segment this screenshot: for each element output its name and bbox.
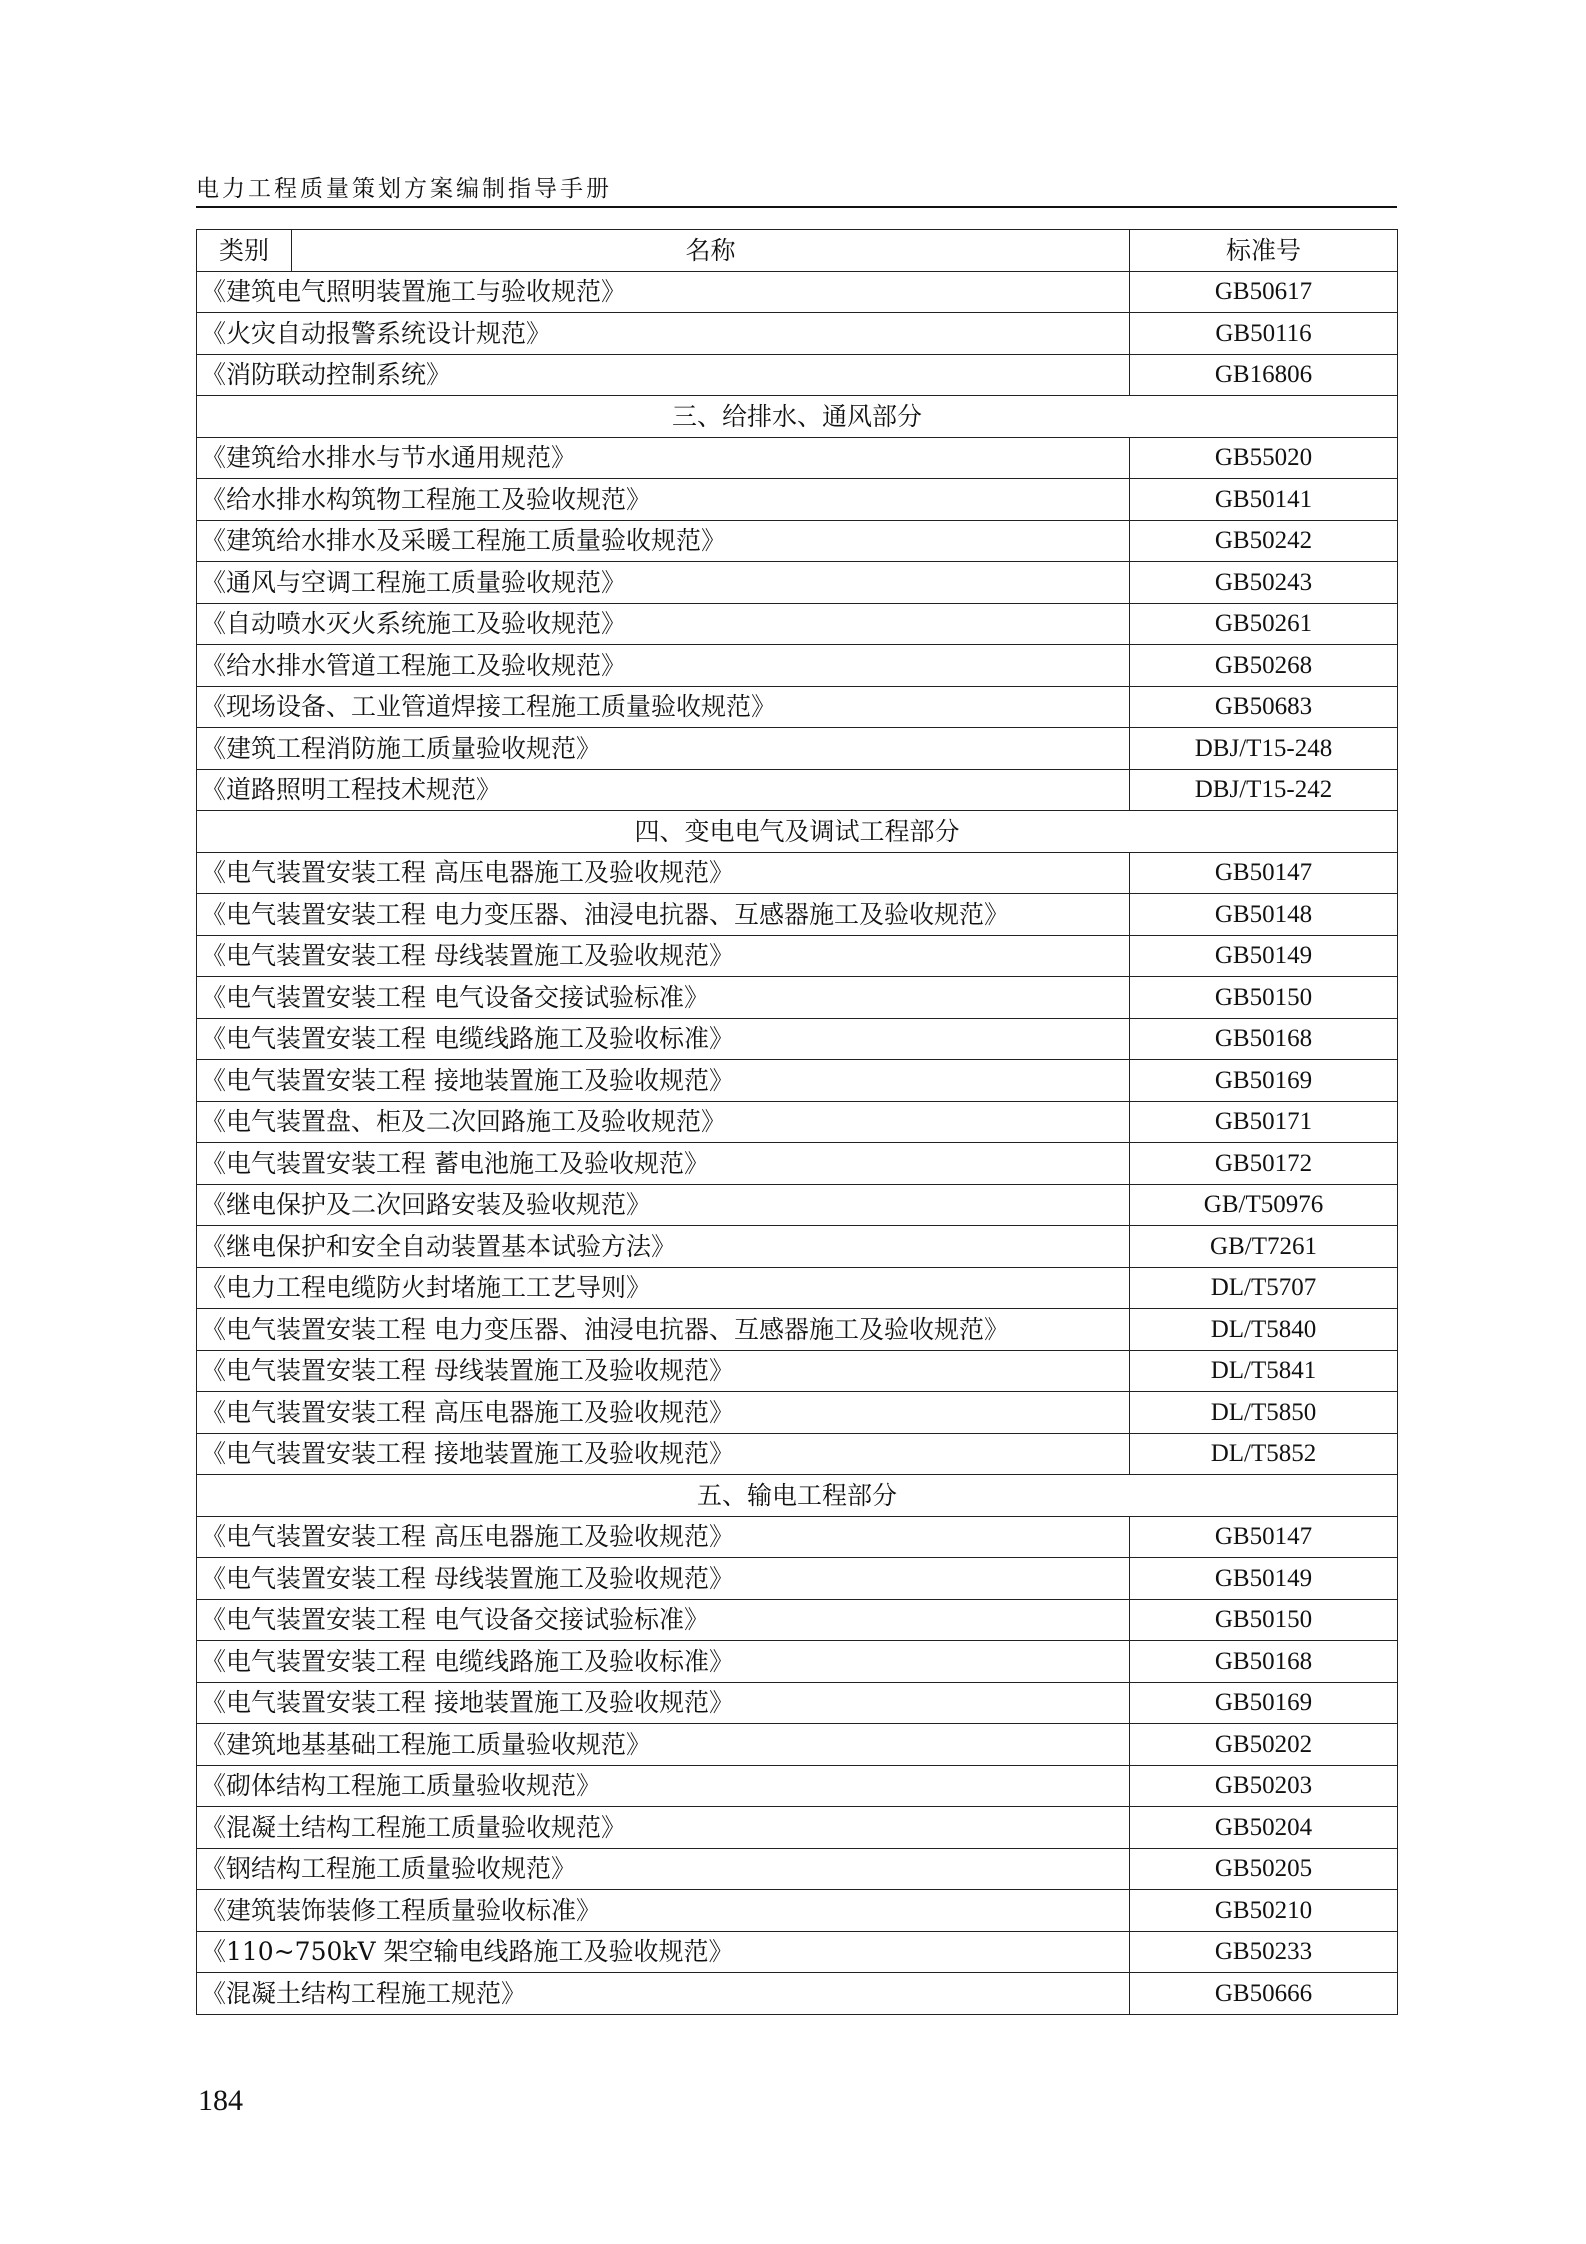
table-row	[197, 1309, 1398, 1351]
section-row	[197, 396, 1398, 438]
table-row	[197, 852, 1398, 894]
table-row	[197, 1724, 1398, 1766]
standard-name-cell: 《砌体结构工程施工质量验收规范》	[197, 1765, 1130, 1807]
table-row	[197, 1765, 1398, 1807]
standard-name-cell: 《混凝土结构工程施工规范》	[197, 1973, 1130, 2015]
standard-number-cell: GB50149	[1130, 1558, 1398, 1600]
standard-name-cell: 《给水排水构筑物工程施工及验收规范》	[197, 479, 1130, 521]
standard-number-cell: DBJ/T15-248	[1130, 728, 1398, 770]
table-row	[197, 1931, 1398, 1973]
standard-name-cell: 《电气装置安装工程 电缆线路施工及验收标准》	[197, 1018, 1130, 1060]
standard-name-cell: 《继电保护和安全自动装置基本试验方法》	[197, 1226, 1130, 1268]
table-row	[197, 1848, 1398, 1890]
standard-name-cell: 《电气装置安装工程 高压电器施工及验收规范》	[197, 1516, 1130, 1558]
section-row	[197, 811, 1398, 853]
table-row	[197, 1101, 1398, 1143]
standard-name-cell: 《建筑给水排水及采暖工程施工质量验收规范》	[197, 520, 1130, 562]
standard-name-cell: 《电气装置安装工程 母线装置施工及验收规范》	[197, 935, 1130, 977]
standard-name-cell: 《继电保护及二次回路安装及验收规范》	[197, 1184, 1130, 1226]
standard-number-cell: GB50268	[1130, 645, 1398, 687]
standard-number-cell: GB50150	[1130, 1599, 1398, 1641]
table-row	[197, 1516, 1398, 1558]
standard-number-cell: GB50148	[1130, 894, 1398, 936]
standard-name-cell: 《钢结构工程施工质量验收规范》	[197, 1848, 1130, 1890]
table-row	[197, 603, 1398, 645]
standards-table	[196, 229, 1398, 2015]
standard-number-cell: GB50168	[1130, 1641, 1398, 1683]
standard-number-cell: GB50242	[1130, 520, 1398, 562]
table-row	[197, 1973, 1398, 2015]
table-row	[197, 562, 1398, 604]
standard-name-cell: 《电力工程电缆防火封堵施工工艺导则》	[197, 1267, 1130, 1309]
standard-name-cell: 《电气装置安装工程 蓄电池施工及验收规范》	[197, 1143, 1130, 1185]
table-row	[197, 1599, 1398, 1641]
table-row	[197, 1267, 1398, 1309]
table-row	[197, 1558, 1398, 1600]
standard-name-cell: 《建筑工程消防施工质量验收规范》	[197, 728, 1130, 770]
standard-name-cell: 《给水排水管道工程施工及验收规范》	[197, 645, 1130, 687]
table-row	[197, 1226, 1398, 1268]
standard-name-cell: 《电气装置安装工程 高压电器施工及验收规范》	[197, 1392, 1130, 1434]
table-row	[197, 1807, 1398, 1849]
section-heading: 五、输电工程部分	[197, 1475, 1398, 1517]
table-row	[197, 1433, 1398, 1475]
table-row	[197, 1682, 1398, 1724]
section-heading: 四、变电电气及调试工程部分	[197, 811, 1398, 853]
column-header-standard: 标准号	[1130, 230, 1398, 272]
standard-number-cell: DL/T5840	[1130, 1309, 1398, 1351]
table-row	[197, 520, 1398, 562]
standard-name-cell: 《电气装置安装工程 母线装置施工及验收规范》	[197, 1350, 1130, 1392]
table-row	[197, 1641, 1398, 1683]
standard-name-cell: 《电气装置安装工程 电缆线路施工及验收标准》	[197, 1641, 1130, 1683]
standard-number-cell: GB50210	[1130, 1890, 1398, 1932]
table-row	[197, 935, 1398, 977]
standard-name-cell: 《建筑地基基础工程施工质量验收规范》	[197, 1724, 1130, 1766]
table-row	[197, 1184, 1398, 1226]
standard-number-cell: GB50204	[1130, 1807, 1398, 1849]
table-row	[197, 645, 1398, 687]
standard-number-cell: GB50171	[1130, 1101, 1398, 1143]
table-row	[197, 894, 1398, 936]
column-header-name: 名称	[292, 230, 1130, 272]
table-header-row	[197, 230, 1398, 272]
table-row	[197, 769, 1398, 811]
standard-number-cell: GB50172	[1130, 1143, 1398, 1185]
standard-number-cell: GB16806	[1130, 354, 1398, 396]
standard-number-cell: GB50203	[1130, 1765, 1398, 1807]
standard-name-cell: 《道路照明工程技术规范》	[197, 769, 1130, 811]
table-row	[197, 437, 1398, 479]
standard-number-cell: GB50169	[1130, 1060, 1398, 1102]
standard-number-cell: GB50147	[1130, 1516, 1398, 1558]
standard-name-cell: 《电气装置安装工程 高压电器施工及验收规范》	[197, 852, 1130, 894]
standard-number-cell: DL/T5852	[1130, 1433, 1398, 1475]
standard-number-cell: GB50168	[1130, 1018, 1398, 1060]
standard-name-cell: 《消防联动控制系统》	[197, 354, 1130, 396]
standard-name-cell: 《建筑装饰装修工程质量验收标准》	[197, 1890, 1130, 1932]
standard-number-cell: GB50150	[1130, 977, 1398, 1019]
standard-number-cell: GB50243	[1130, 562, 1398, 604]
standard-number-cell: GB50141	[1130, 479, 1398, 521]
standard-name-cell: 《自动喷水灭火系统施工及验收规范》	[197, 603, 1130, 645]
standard-number-cell: DL/T5707	[1130, 1267, 1398, 1309]
header-divider	[196, 206, 1397, 208]
section-row	[197, 1475, 1398, 1517]
standard-number-cell: GB50617	[1130, 271, 1398, 313]
standard-name-cell: 《电气装置安装工程 电气设备交接试验标准》	[197, 977, 1130, 1019]
standard-number-cell: DBJ/T15-242	[1130, 769, 1398, 811]
table-row	[197, 1018, 1398, 1060]
standard-number-cell: GB50116	[1130, 313, 1398, 355]
standard-number-cell: GB50202	[1130, 1724, 1398, 1766]
standard-name-cell: 《火灾自动报警系统设计规范》	[197, 313, 1130, 355]
column-header-category: 类别	[197, 230, 292, 272]
standard-number-cell: GB50169	[1130, 1682, 1398, 1724]
standard-number-cell: GB/T7261	[1130, 1226, 1398, 1268]
running-header-title: 电力工程质量策划方案编制指导手册	[196, 176, 612, 202]
standard-number-cell: GB50205	[1130, 1848, 1398, 1890]
section-heading: 三、给排水、通风部分	[197, 396, 1398, 438]
table-row	[197, 728, 1398, 770]
standard-name-cell: 《现场设备、工业管道焊接工程施工质量验收规范》	[197, 686, 1130, 728]
table-row	[197, 1060, 1398, 1102]
standard-name-cell: 《混凝土结构工程施工质量验收规范》	[197, 1807, 1130, 1849]
standard-number-cell: GB50147	[1130, 852, 1398, 894]
standard-number-cell: DL/T5841	[1130, 1350, 1398, 1392]
table-row	[197, 1890, 1398, 1932]
table-row	[197, 686, 1398, 728]
table-row	[197, 271, 1398, 313]
standard-name-cell: 《电气装置安装工程 电力变压器、油浸电抗器、互感器施工及验收规范》	[197, 894, 1130, 936]
standard-number-cell: GB50261	[1130, 603, 1398, 645]
table-row	[197, 977, 1398, 1019]
standard-name-cell: 《电气装置盘、柜及二次回路施工及验收规范》	[197, 1101, 1130, 1143]
standard-name-cell: 《电气装置安装工程 接地装置施工及验收规范》	[197, 1433, 1130, 1475]
standard-name-cell: 《电气装置安装工程 接地装置施工及验收规范》	[197, 1060, 1130, 1102]
standard-name-cell: 《电气装置安装工程 电力变压器、油浸电抗器、互感器施工及验收规范》	[197, 1309, 1130, 1351]
standard-name-cell: 《电气装置安装工程 母线装置施工及验收规范》	[197, 1558, 1130, 1600]
standard-name-cell: 《110~750kV 架空输电线路施工及验收规范》	[197, 1931, 1130, 1973]
page-number: 184	[198, 2084, 243, 2117]
table-row	[197, 479, 1398, 521]
table-row	[197, 313, 1398, 355]
standard-name-cell: 《建筑电气照明装置施工与验收规范》	[197, 271, 1130, 313]
standard-name-cell: 《电气装置安装工程 接地装置施工及验收规范》	[197, 1682, 1130, 1724]
standard-number-cell: GB50666	[1130, 1973, 1398, 2015]
standard-number-cell: GB50233	[1130, 1931, 1398, 1973]
standard-number-cell: GB50149	[1130, 935, 1398, 977]
standard-number-cell: GB50683	[1130, 686, 1398, 728]
table-row	[197, 1350, 1398, 1392]
standard-name-cell: 《电气装置安装工程 电气设备交接试验标准》	[197, 1599, 1130, 1641]
table-row	[197, 1143, 1398, 1185]
table-row	[197, 354, 1398, 396]
table-row	[197, 1392, 1398, 1434]
standard-number-cell: GB/T50976	[1130, 1184, 1398, 1226]
standard-number-cell: DL/T5850	[1130, 1392, 1398, 1434]
standard-name-cell: 《通风与空调工程施工质量验收规范》	[197, 562, 1130, 604]
standard-name-cell: 《建筑给水排水与节水通用规范》	[197, 437, 1130, 479]
standard-number-cell: GB55020	[1130, 437, 1398, 479]
